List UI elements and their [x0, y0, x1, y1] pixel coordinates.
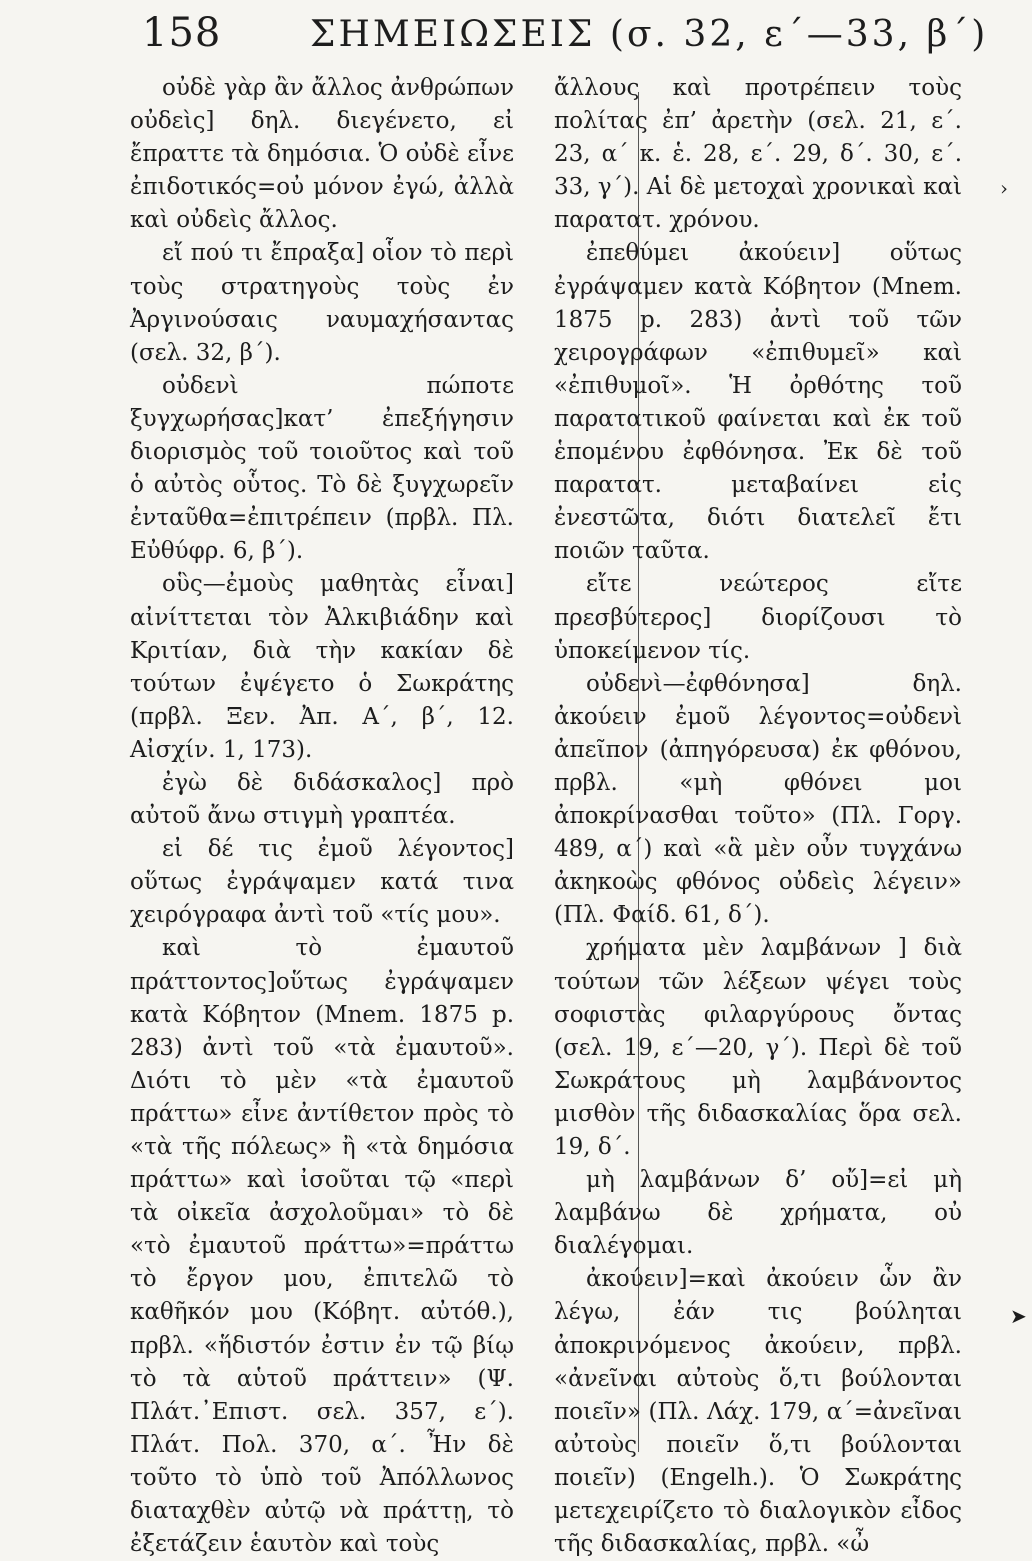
note-paragraph: ἀκούειν]=καὶ ἀκούειν ὧν ἂν λέγω, ἐάν τις βούληται ἀποκρινόμενος ἀκούειν, πρβλ. «ἀνεῖναι αὐτοὺς ὅ,τι βούλονται ποιεῖν» (Πλ. Λάχ. 179, α΄=ἀνεῖναι αὐτοὺς ποιεῖν ὅ,τι βούλονται ποιεῖν) (Engelh.). Ὁ Σωκράτης μετεχειρίζετο τὸ διαλογικὸν εἶδος τῆς διδασκαλίας, πρβλ. «ὦ	[554, 1266, 962, 1558]
note-paragraph: οὐδενὶ—ἐφθόνησα] δηλ. ἀκούειν ἐμοῦ λέγοντος=οὐδενὶ ἀπεῖπον (ἀπηγόρευσα) ἐκ φθόνου, πρβλ. «μὴ φθόνει μοι ἀποκρίνασθαι τοῦτο» (Πλ. Γοργ. 489, α΄) καὶ «ἃ μὲν οὖν τυγχάνω ἀκηκοὼς φθόνος οὐδεὶς λέγειν» (Πλ. Φαίδ. 61, δ΄).	[554, 670, 962, 929]
note-paragraph: οὐδενὶ πώποτε ξυγχωρήσας]κατ’ ἐπεξήγησιν διορισμὸς τοῦ τοιοῦτος καὶ τοῦ ὁ αὐτὸς οὗτος. Τὸ δὲ ξυγχωρεῖν ἐνταῦθα=ἐπιτρέπειν (πρβλ. Πλ. Εὐθύφρ. 6, β΄).	[130, 372, 514, 565]
left-column	[130, 72, 514, 1561]
note-paragraph: καὶ τὸ ἐμαυτοῦ πράττοντος]οὕτως ἐγράψαμεν κατὰ Κόβητον (Mnem. 1875 p. 283) ἀντὶ τοῦ «τὰ ἐμαυτοῦ». Διότι τὸ μὲν «τὰ ἐμαυτοῦ πράττω» εἶνε ἀντίθετον πρὸς τὸ «τὰ τῆς πόλεως» ἢ «τὰ δημόσια πράττω» καὶ ἰσοῦται τῷ «περὶ τὰ οἰκεῖα ἀσχολοῦμαι» τὸ δὲ «τὸ ἐμαυτοῦ πράττω»=πράττω τὸ ἔργον μου, ἐπιτελῶ τὸ καθῆκόν μου (Κόβητ. αὐτόθ.), πρβλ. «ἥδιστόν ἐστιν ἐν τῷ βίῳ τὸ τὰ αὑτοῦ πράττειν» (Ψ. Πλάτ.᾿Επιστ. σελ. 357, ε΄). Πλάτ. Πολ. 370, α΄. Ἦν δὲ τοῦτο τὸ ὑπὸ τοῦ Ἀπόλλωνος διαταχθὲν αὐτῷ νὰ πράττῃ, τὸ ἐξετάζειν ἑαυτὸν καὶ τοὺς	[130, 935, 514, 1558]
note-paragraph: εἰ δέ τις ἐμοῦ λέγοντος] οὕτως ἐγράψαμεν κατά τινα χειρόγραφα ἀντὶ τοῦ «τίς μου».	[130, 836, 514, 929]
note-paragraph: χρήματα μὲν λαμβάνων ] διὰ τούτων τῶν λέξεων ψέγει τοὺς σοφιστὰς φιλαργύρους ὄντας (σελ. 19, ε΄—20, γ΄). Περὶ δὲ τοῦ Σωκράτους μὴ λαμβάνοντος μισθὸν τῆς διδασκαλίας ὅρα σελ. 19, δ΄.	[554, 935, 962, 1160]
note-paragraph: ἐπεθύμει ἀκούειν] οὕτως ἐγράψαμεν κατὰ Κόβητον (Mnem. 1875 p. 283) ἀντὶ τοῦ τῶν χειρογράφων «ἐπιθυμεῖ» καὶ «ἐπιθυμοῖ». Ἡ ὀρθότης τοῦ παρατατικοῦ φαίνεται καὶ ἐκ τοῦ ἑπομένου ἐφθόνησα. Ἐκ δὲ τοῦ παρατατ. μεταβαίνει εἰς ἐνεστῶτα, διότι διατελεῖ ἔτι ποιῶν ταῦτα.	[554, 240, 962, 565]
note-paragraph: ἄλλους καὶ προτρέπειν τοὺς πολίτας ἐπ’ ἀρετὴν (σελ. 21, ε΄. 23, α΄ κ. ἑ. 28, ε΄. 29, δ΄. 30, ε΄. 33, γ΄). Αἱ δὲ μετοχαὶ χρονικαὶ καὶ παρατατ. χρόνου.	[554, 75, 962, 234]
right-column	[554, 72, 962, 1561]
note-paragraph: ἐγὼ δὲ διδάσκαλος] πρὸ αὐτοῦ ἄνω στιγμὴ γραπτέα.	[130, 769, 514, 830]
page-number: 158	[142, 10, 222, 56]
note-paragraph: εἴ πού τι ἔπραξα] οἷον τὸ περὶ τοὺς στρατηγοὺς τοὺς ἐν Ἀργινούσαις ναυμαχήσαντας (σελ. 32, β΄).	[130, 240, 514, 366]
margin-arrow-icon: ➤	[1010, 1304, 1027, 1328]
note-paragraph: εἴτε νεώτερος εἴτε πρεσβύτερος] διορίζουσι τὸ ὑποκείμενον τίς.	[554, 571, 962, 664]
running-head: ΣΗΜΕΙΩΣΕΙΣ (σ. 32, ε΄—33, β΄)	[310, 14, 989, 55]
text-columns	[130, 72, 962, 1558]
note-paragraph: οὓς—ἐμοὺς μαθητὰς εἶναι] αἰνίττεται τὸν Ἀλκιβιάδην καὶ Κριτίαν, διὰ τὴν κακίαν δὲ τούτων ἐψέγετο ὁ Σωκράτης (πρβλ. Ξεν. Ἀπ. Α΄, β΄, 12. Αἰσχίν. 1, 173).	[130, 571, 514, 763]
note-paragraph: μὴ λαμβάνων δ’ οὔ]=εἰ μὴ λαμβάνω δὲ χρήματα, οὐ διαλέγομαι.	[554, 1167, 962, 1260]
note-paragraph: οὐδὲ γὰρ ἂν ἄλλος ἀνθρώπων οὐδεὶς] δηλ. διεγένετο, εἰ ἔπραττε τὰ δημόσια. Ὁ οὐδὲ εἶνε ἐπιδοτικός=οὐ μόνον ἐγώ, ἀλλὰ καὶ οὐδεὶς ἄλλος.	[130, 75, 514, 234]
page-header	[0, 4, 1032, 64]
margin-arrow-icon: ›	[1000, 176, 1008, 200]
